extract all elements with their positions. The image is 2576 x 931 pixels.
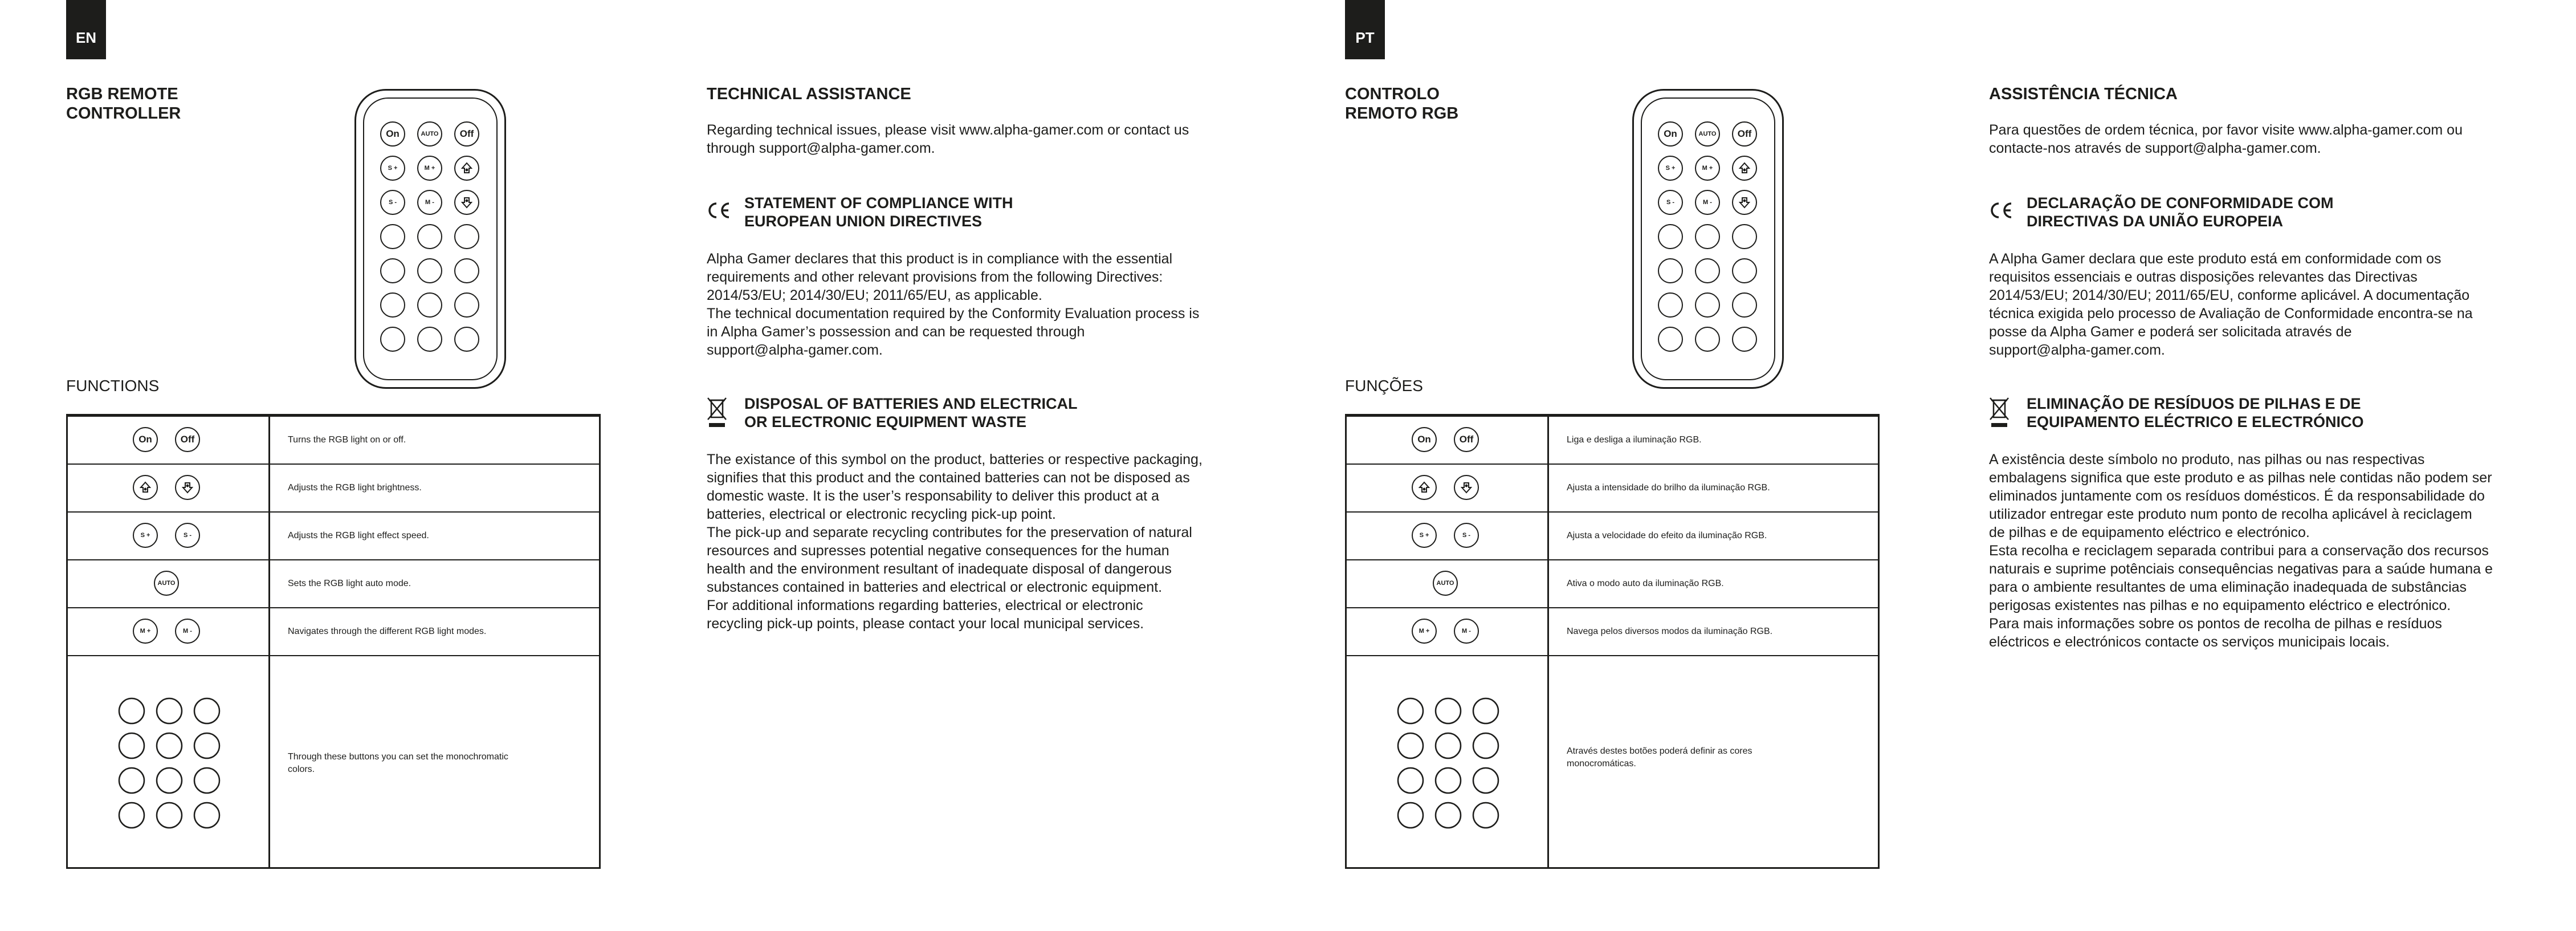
row-description: Sets the RGB light auto mode.: [288, 579, 411, 588]
remote-mode-up-button: M +: [1695, 156, 1720, 181]
remote-speed-up-button: S +: [1658, 156, 1683, 181]
remote-color-button: [1658, 224, 1683, 249]
remote-speed-down-button: S -: [380, 190, 405, 215]
table-row: [68, 655, 599, 867]
row-description: Ajusta a velocidade do efeito da iluminação RGB.: [1567, 531, 1767, 540]
remote-color-button: [1658, 292, 1683, 318]
row-description: Turns the RGB light on or off.: [288, 435, 406, 445]
remote-color-button: [1695, 224, 1720, 249]
brightness-down-icon: [1732, 190, 1757, 215]
remote-speed-up-button: S +: [380, 156, 405, 181]
disposal-text: A existência deste símbolo no produto, nas pilhas ou nas respectivas embalagens significa que este produto e as pilhas nele contidas não podem ser eliminados juntamente com os resíduos domésticos. É da responsabilidade do utilizador entregar este produto num ponto de recolha aplicável à reciclagem de pilhas e de equipamento eléctrico e electrónico. Esta recolha e reciclagem separada contribui para a conservação dos recursos naturais e suprime potênciais consequências negativas para a saúde humana e para o ambiente resultantes de uma eliminação inadequada de substâncias perigosas existentes nas pilhas e no equipamento eléctrico e electrónico. Para mais informações sobre os pontos de recolha de pilhas e resíduos eléctricos e electrónicos contacte os serviços municipais locais.: [1989, 452, 2493, 650]
row-description: Ajusta a intensidade do brilho da iluminação RGB.: [1567, 483, 1770, 493]
tech-assistance-heading: ASSISTÊNCIA TÉCNICA: [1989, 85, 2178, 103]
remote-color-button: [417, 327, 442, 352]
remote-color-button: [380, 327, 405, 352]
table-row: [1347, 655, 1878, 867]
remote-color-button: [1695, 327, 1720, 352]
remote-color-button: [1732, 258, 1757, 283]
row-description: Navigates through the different RGB light modes.: [288, 627, 487, 636]
remote-color-button: [417, 292, 442, 318]
row-description: Adjusts the RGB light brightness.: [288, 483, 422, 493]
table-row: [68, 416, 599, 464]
table-row: [1347, 607, 1878, 655]
mode-up-button-icon: M +: [1412, 619, 1437, 644]
mode-up-button-icon: M +: [133, 619, 158, 644]
functions-table: [1345, 414, 1880, 869]
table-row: [1347, 416, 1878, 464]
brightness-down-icon: [175, 475, 200, 500]
on-button-icon: On: [133, 427, 158, 452]
remote-off-button: Off: [454, 121, 479, 147]
remote-color-button: [1732, 224, 1757, 249]
remote-color-button: [454, 292, 479, 318]
table-row: [68, 607, 599, 655]
mode-down-button-icon: M -: [175, 619, 200, 644]
remote-color-button: [417, 224, 442, 249]
color-grid-icon: [1396, 696, 1510, 833]
remote-color-button: [454, 224, 479, 249]
brightness-up-icon: [1732, 156, 1757, 181]
on-button-icon: On: [1412, 427, 1437, 452]
language-code: PT: [1355, 29, 1375, 46]
speed-down-button-icon: S -: [175, 523, 200, 548]
remote-illustration: [354, 89, 506, 389]
remote-on-button: On: [380, 121, 405, 147]
functions-heading: FUNCTIONS: [66, 377, 160, 395]
brightness-up-icon: [133, 475, 158, 500]
auto-button-icon: AUTO: [154, 571, 179, 596]
remote-auto-button: AUTO: [417, 121, 442, 147]
language-tab-pt: [1345, 0, 1385, 59]
language-code: EN: [75, 29, 97, 46]
table-row: [68, 559, 599, 607]
table-row: [1347, 559, 1878, 607]
brightness-down-icon: [1454, 475, 1479, 500]
remote-color-button: [1732, 292, 1757, 318]
auto-button-icon: AUTO: [1433, 571, 1458, 596]
off-button-icon: Off: [1454, 427, 1479, 452]
mode-down-button-icon: M -: [1454, 619, 1479, 644]
table-row: [1347, 464, 1878, 511]
remote-color-button: [380, 292, 405, 318]
tech-assistance-heading: TECHNICAL ASSISTANCE: [707, 85, 911, 103]
row-description: Adjusts the RGB light effect speed.: [288, 531, 429, 540]
speed-up-button-icon: S +: [133, 523, 158, 548]
row-description: Navega pelos diversos modos da iluminação RGB.: [1567, 627, 1773, 636]
remote-color-button: [417, 258, 442, 283]
remote-color-button: [454, 258, 479, 283]
functions-heading: FUNÇÕES: [1345, 377, 1423, 395]
remote-color-button: [454, 327, 479, 352]
remote-mode-down-button: M -: [417, 190, 442, 215]
table-row: [1347, 511, 1878, 559]
brightness-down-icon: [454, 190, 479, 215]
compliance-text: A Alpha Gamer declara que este produto está em conformidade com os requisitos essenciais e outras disposições relevantes das Directivas 2014/53/EU; 2014/30/EU; 2011/65/EU, conforme aplicável. A documentação técnica exigida pelo processo de Avaliação de Conformidade encontra-se na posse da Alpha Gamer e poderá ser solicitada através de support@alpha-gamer.com.: [1989, 251, 2473, 358]
table-row: [68, 511, 599, 559]
remote-off-button: Off: [1732, 121, 1757, 147]
remote-color-button: [1658, 258, 1683, 283]
product-title: CONTROLO REMOTO RGB: [1345, 85, 1459, 123]
compliance-text: Alpha Gamer declares that this product is in compliance with the essential requirements and other relevant provisions from the following Directives: 2014/53/EU; 2014/30/EU; 2011/65/EU, as applicable. The technical documentation required by the Conformity Evaluation process is in Alpha Gamer’s possession and can be requested through support@alpha-gamer.com.: [707, 251, 1200, 358]
speed-down-button-icon: S -: [1454, 523, 1479, 548]
brightness-up-icon: [454, 156, 479, 181]
row-description: Liga e desliga a iluminação RGB.: [1567, 435, 1702, 445]
remote-color-button: [1658, 327, 1683, 352]
row-description: Através destes botões poderá definir as cores monocromáticas.: [1567, 746, 1752, 769]
remote-on-button: On: [1658, 121, 1683, 147]
crossed-out-bin-icon: [706, 396, 728, 430]
remote-color-button: [1695, 258, 1720, 283]
tech-assistance-text: Para questões de ordem técnica, por favor visite www.alpha-gamer.com ou contacte-nos através de support@alpha-gamer.com.: [1989, 122, 2463, 156]
compliance-heading: DECLARAÇÃO DE CONFORMIDADE COM DIRECTIVAS DA UNIÃO EUROPEIA: [2027, 194, 2334, 230]
remote-color-button: [1732, 327, 1757, 352]
disposal-text: The existance of this symbol on the product, batteries or respective packaging, signifies that this product and the contained batteries can not be disposed as domestic waste. It is the user’s responsability to deliver this product at a batteries, electrical or electronic recycling pick-up point. The pick-up and separate recycling contributes for the preservation of natural resources and supresses potential negative consequences for the human health and the environment resultant of inadequate disposal of dangerous substances contained in batteries and electrical or electronic equipment. For additional informations regarding batteries, electrical or electronic recycling pick-up points, please contact your local municipal services.: [707, 452, 1203, 632]
remote-speed-down-button: S -: [1658, 190, 1683, 215]
brightness-up-icon: [1412, 475, 1437, 500]
remote-color-button: [1695, 292, 1720, 318]
remote-color-button: [380, 224, 405, 249]
table-row: [68, 464, 599, 511]
speed-up-button-icon: S +: [1412, 523, 1437, 548]
compliance-heading: STATEMENT OF COMPLIANCE WITH EUROPEAN UNION DIRECTIVES: [744, 194, 1013, 230]
disposal-heading: ELIMINAÇÃO DE RESÍDUOS DE PILHAS E DE EQUIPAMENTO ELÉCTRICO E ELECTRÓNICO: [2027, 395, 2364, 430]
remote-mode-up-button: M +: [417, 156, 442, 181]
crossed-out-bin-icon: [1988, 396, 2011, 430]
row-description: Ativa o modo auto da iluminação RGB.: [1567, 579, 1724, 588]
ce-mark-icon: [1988, 201, 2014, 220]
ce-mark-icon: [706, 201, 732, 220]
functions-table: [66, 414, 601, 869]
remote-auto-button: AUTO: [1695, 121, 1720, 147]
language-tab-en: [66, 0, 106, 59]
color-grid-icon: [117, 696, 231, 833]
off-button-icon: Off: [175, 427, 200, 452]
product-title: RGB REMOTE CONTROLLER: [66, 85, 181, 123]
remote-mode-down-button: M -: [1695, 190, 1720, 215]
remote-illustration: [1632, 89, 1784, 389]
remote-color-button: [380, 258, 405, 283]
row-description: Through these buttons you can set the monochromatic colors.: [288, 752, 508, 774]
disposal-heading: DISPOSAL OF BATTERIES AND ELECTRICAL OR ELECTRONIC EQUIPMENT WASTE: [744, 395, 1078, 430]
tech-assistance-text: Regarding technical issues, please visit www.alpha-gamer.com or contact us through support@alpha-gamer.com.: [707, 122, 1189, 156]
